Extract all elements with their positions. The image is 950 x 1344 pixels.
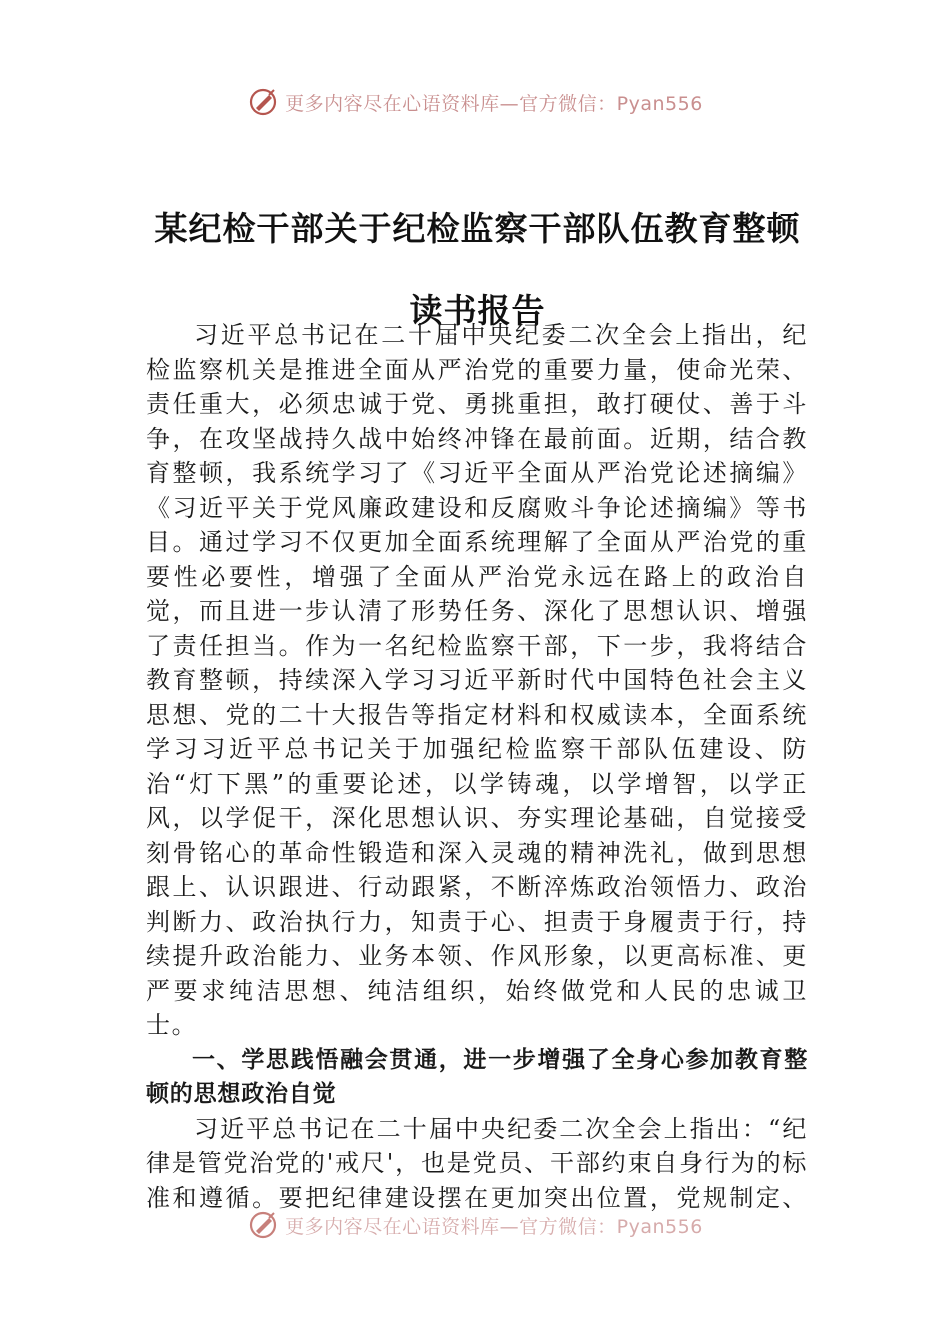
paragraph-intro: 习近平总书记在二十届中央纪委二次全会上指出，纪检监察机关是推进全面从严治党的重要力量，使命光荣、责任重大，必须忠诚于党、勇挑重担，敢打硬仗、善于斗争，在攻坚战持久战中始终冲锋在最前面。近期，结合教育整顿，我系统学习了《习近平全面从严治党论述摘编》《习近平关于党风廉政建设和反腐败斗争论述摘编》等书目。通过学习不仅更加全面系统理解了全面从严治党的重要性必要性，增强了全面从严治党永远在路上的政治自觉，而且进一步认清了形势任务、深化了思想认识、增强了责任担当。作为一名纪检监察干部，下一步，我将结合教育整顿，持续深入学习习近平新时代中国特色社会主义思想、党的二十大报告等指定材料和权威读本，全面系统学习习近平总书记关于加强纪检监察干部队伍建设、防治“灯下黑”的重要论述，以学铸魂，以学增智，以学正风，以学促干，深化思想认识、夯实理论基础，自觉接受刻骨铭心的革命性锻造和深入灵魂的精神洗礼，做到思想跟上、认识跟进、行动跟紧，不断淬炼政治领悟力、政治判断力、政治执行力，知责于心、担责于身履责于行，持续提升政治能力、业务本领、作风形象，以更高标准、更严要求纯洁思想、纯洁组织，始终做党和人民的忠诚卫士。 xyxy=(146,321,808,1039)
paragraph-section-1: 习近平总书记在二十届中央纪委二次全会上指出：“纪律是管党治党的'戒尺'，也是党员、干部约束自身行为的标准和遵循。要把纪律建设摆在更加突出位置，党规制定、 xyxy=(146,1114,808,1212)
watermark-text: 更多内容尽在心语资料库—官方微信：Pyan556 xyxy=(285,92,703,115)
document-body xyxy=(146,318,808,1212)
document-title: 某纪检干部关于纪检监察干部队伍教育整顿读书报告 xyxy=(154,209,801,330)
section-heading-1: 一、学思践悟融会贯通，进一步增强了全身心参加教育整顿的思想政治自觉 xyxy=(146,1046,808,1107)
pen-logo-icon xyxy=(247,1209,279,1241)
watermark-footer xyxy=(0,1205,950,1245)
watermark-text: 更多内容尽在心语资料库—官方微信：Pyan556 xyxy=(285,1215,703,1238)
